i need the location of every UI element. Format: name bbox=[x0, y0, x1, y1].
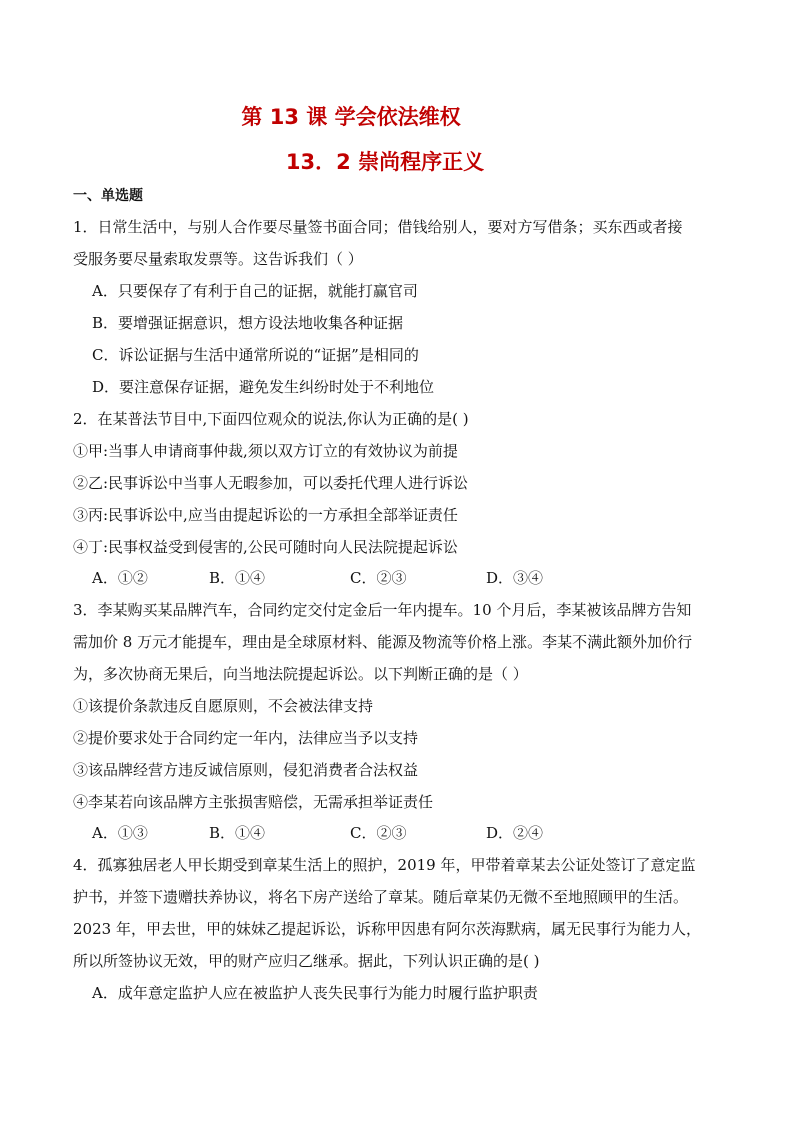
q3-option-d: D．②④ bbox=[486, 824, 544, 842]
q3-stem-line3: 为，多次协商无果后，向当地法院提起诉讼。以下判断正确的是（ ） bbox=[73, 665, 528, 683]
q4-option-a: A．成年意定监护人应在被监护人丧失民事行为能力时履行监护职责 bbox=[92, 984, 538, 1002]
q3-stem-line2: 需加价 8 万元才能提车，理由是全球原材料、能源及物流等价格上涨。李某不满此额外加价行 bbox=[73, 633, 693, 651]
q2-statement-2: ②乙:民事诉讼中当事人无暇参加，可以委托代理人进行诉讼 bbox=[73, 474, 469, 492]
q1-option-d: D．要注意保存证据，避免发生纠纷时处于不利地位 bbox=[92, 378, 435, 396]
q4-stem-line4: 所以所签协议无效，甲的财产应归乙继承。据此，下列认识正确的是( ) bbox=[73, 952, 540, 970]
section-heading: 一、单选题 bbox=[73, 188, 143, 204]
q4-stem-line1: 4．孤寡独居老人甲长期受到章某生活上的照护，2019 年，甲带着章某去公证处签订了意定监 bbox=[73, 856, 696, 874]
q3-option-c: C．②③ bbox=[350, 824, 407, 842]
q4-stem-line3: 2023 年，甲去世，甲的妹妹乙提起诉讼，诉称甲因患有阿尔茨海默病，属无民事行为能力人， bbox=[73, 920, 701, 938]
q2-option-c: C．②③ bbox=[350, 569, 407, 587]
q3-statement-2: ②提价要求处于合同约定一年内，法律应当予以支持 bbox=[73, 729, 419, 747]
page-subtitle: 13．2 崇尚程序正义 bbox=[285, 150, 485, 174]
q3-option-b: B．①④ bbox=[209, 824, 266, 842]
q3-option-a: A．①③ bbox=[92, 824, 148, 842]
q2-option-b: B．①④ bbox=[209, 569, 266, 587]
page-title: 第 13 课 学会依法维权 bbox=[241, 105, 461, 129]
q2-option-d: D．③④ bbox=[486, 569, 544, 587]
q1-option-c: C．诉讼证据与生活中通常所说的“证据”是相同的 bbox=[92, 346, 419, 364]
q3-statement-4: ④李某若向该品牌方主张损害赔偿，无需承担举证责任 bbox=[73, 793, 434, 811]
q2-stem: 2．在某普法节目中,下面四位观众的说法,你认为正确的是( ) bbox=[73, 410, 469, 428]
q1-option-a: A．只要保存了有利于自己的证据，就能打赢官司 bbox=[92, 282, 418, 300]
q1-option-b: B．要增强证据意识，想方设法地收集各种证据 bbox=[92, 314, 404, 332]
q2-statement-3: ③丙:民事诉讼中,应当由提起诉讼的一方承担全部举证责任 bbox=[73, 506, 458, 524]
q3-stem-line1: 3．李某购买某品牌汽车，合同约定交付定金后一年内提车。10 个月后，李某被该品牌方告知 bbox=[73, 601, 692, 619]
q1-stem-line1: 1．日常生活中，与别人合作要尽量签书面合同；借钱给别人，要对方写借条；买东西或者接 bbox=[73, 218, 683, 236]
q1-stem-line2: 受服务要尽量索取发票等。这告诉我们（ ） bbox=[73, 250, 363, 268]
q2-option-a: A．①② bbox=[92, 569, 148, 587]
q2-statement-4: ④丁:民事权益受到侵害的,公民可随时向人民法院提起诉讼 bbox=[73, 538, 458, 556]
q3-statement-1: ①该提价条款违反自愿原则，不会被法律支持 bbox=[73, 697, 374, 715]
q3-statement-3: ③该品牌经营方违反诚信原则，侵犯消费者合法权益 bbox=[73, 761, 419, 779]
q2-statement-1: ①甲:当事人申请商事仲裁,须以双方订立的有效协议为前提 bbox=[73, 442, 458, 460]
q4-stem-line2: 护书，并签下遗赠扶养协议，将名下房产送给了章某。随后章某仍无微不至地照顾甲的生活。 bbox=[73, 888, 689, 906]
